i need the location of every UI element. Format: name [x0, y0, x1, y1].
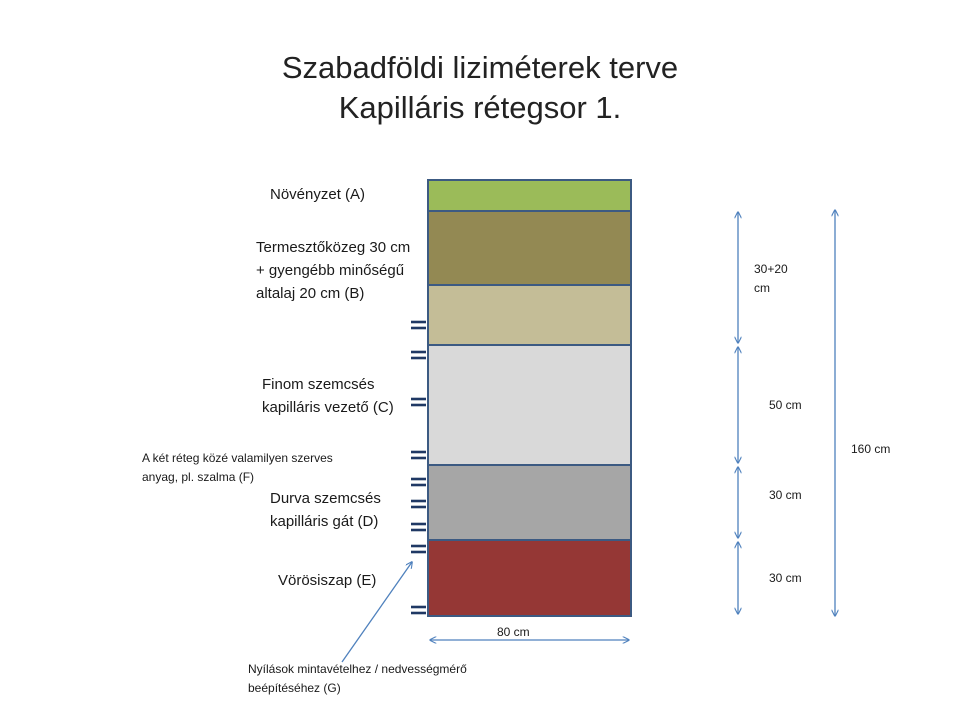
opening-4 — [411, 452, 426, 458]
label-depth-c: 50 cm — [769, 398, 802, 412]
layer-b-growing-medium — [428, 211, 631, 285]
title-line-1: Szabadföldi liziméterek terve — [281, 50, 679, 85]
opening-3 — [411, 399, 426, 405]
opening-9 — [411, 607, 426, 613]
label-layer-b: Termesztőközeg 30 cm + gyengébb minőségű altalaj 20 cm (B) — [256, 239, 411, 302]
label-layer-c: Finom szemcsés kapilláris vezető (C) — [262, 376, 394, 416]
label-organic-layer: A két réteg közé valamilyen szerves anyag, pl. szalma (F) — [142, 451, 333, 484]
label-layer-e: Vörösiszap (E) — [278, 572, 377, 589]
opening-6 — [411, 501, 426, 507]
label-openings: Nyílások mintavételhez / nedvességmérő beépítéséhez (G) — [248, 662, 467, 695]
layer-e-red-mud — [428, 540, 631, 616]
opening-8 — [411, 546, 426, 552]
label-depth-e: 30 cm — [769, 571, 802, 585]
opening-7 — [411, 524, 426, 530]
openings-pointer-arrow — [342, 562, 412, 662]
layer-d-coarse-barrier — [428, 465, 631, 540]
label-layer-a: Növényzet (A) — [270, 186, 366, 203]
opening-1 — [411, 322, 426, 328]
label-width-80cm: 80 cm — [497, 625, 530, 639]
label-depth-b: 30+20 cm — [754, 262, 788, 295]
label-depth-d: 30 cm — [769, 488, 802, 502]
opening-2 — [411, 352, 426, 358]
opening-5 — [411, 479, 426, 485]
label-layer-d: Durva szemcsés kapilláris gát (D) — [270, 490, 381, 530]
layer-b-subsoil — [428, 285, 631, 345]
title-line-2: Kapilláris rétegsor 1. — [338, 90, 622, 125]
layer-c-fine-capillary — [428, 345, 631, 465]
label-depth-total: 160 cm — [851, 442, 891, 456]
sampling-openings — [411, 322, 426, 613]
layer-a-vegetation — [428, 180, 631, 211]
